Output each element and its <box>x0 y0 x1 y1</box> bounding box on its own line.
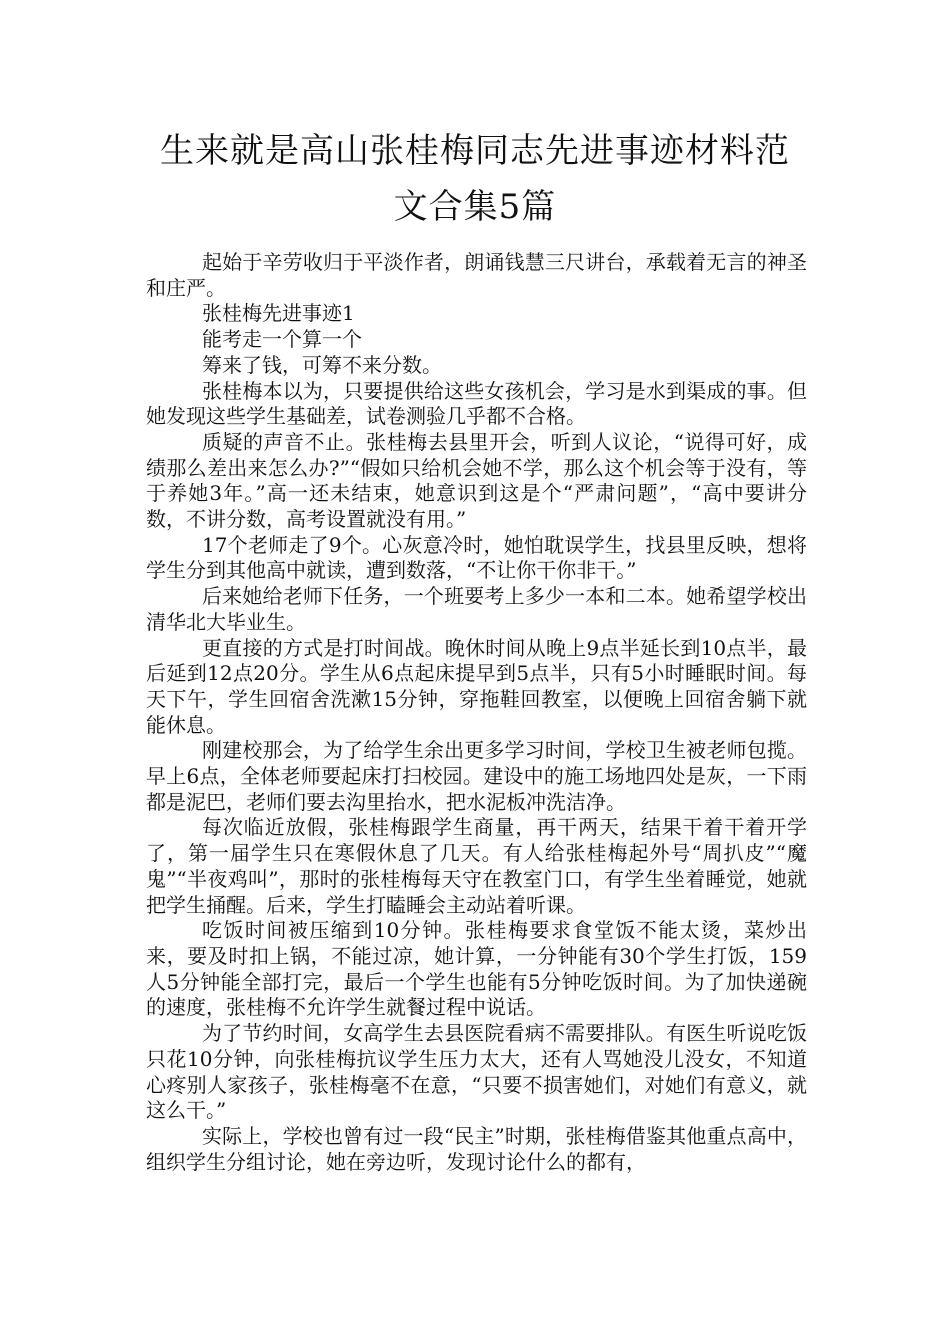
paragraph: 吃饭时间被压缩到10分钟。张桂梅要求食堂饭不能太烫，菜炒出来，要及时扣上锅，不能过凉，她计算，一分钟能有30个学生打饭，159人5分钟能全部打完，最后一个学生也能有5分钟吃饭时间。为了加快递碗的速度，张桂梅不允许学生就餐过程中说话。 <box>146 918 807 1020</box>
document-title <box>130 123 820 235</box>
paragraph: 刚建校那会，为了给学生余出更多学习时间，学校卫生被老师包揽。早上6点，全体老师要起床打扫校园。建设中的施工场地四处是灰，一下雨都是泥巴，老师们要去沟里抬水，把水泥板冲洗洁净。 <box>146 738 807 814</box>
paragraph: 17个老师走了9个。心灰意冷时，她怕耽误学生，找县里反映，想将学生分到其他高中就读，遭到数落，“不让你干你非干。” <box>146 532 807 583</box>
paragraph: 实际上，学校也曾有过一段“民主”时期，张桂梅借鉴其他重点高中，组织学生分组讨论，她在旁边听，发现讨论什么的都有， <box>146 1123 807 1174</box>
paragraph: 更直接的方式是打时间战。晚休时间从晚上9点半延长到10点半，最后延到12点20分。学生从6点起床提早到5点半，只有5小时睡眠时间。每天下午，学生回宿舍洗漱15分钟，穿拖鞋回教室，以便晚上回宿舍躺下就能休息。 <box>146 635 807 737</box>
title-line-2: 文合集5篇 <box>393 187 557 227</box>
paragraph: 质疑的声音不止。张桂梅去县里开会，听到人议论，“说得可好，成绩那么差出来怎么办?”“假如只给机会她不学，那么这个机会等于没有，等于养她3年。”高一还未结束，她意识到这是个“严肃问题”，“高中要讲分数，不讲分数，高考设置就没有用。” <box>146 429 807 532</box>
document-body <box>146 250 807 1175</box>
paragraph: 每次临近放假，张桂梅跟学生商量，再干两天，结果干着干着开学了，第一届学生只在寒假休息了几天。有人给张桂梅起外号“周扒皮”“魔鬼”“半夜鸡叫”，那时的张桂梅每天守在教室门口，有学生坐着睡觉，她就把学生捅醒。后来，学生打瞌睡会主动站着听课。 <box>146 815 807 917</box>
paragraph: 筹来了钱，可筹不来分数。 <box>202 352 442 377</box>
paragraph: 为了节约时间，女高学生去县医院看病不需要排队。有医生听说吃饭只花10分钟，向张桂梅抗议学生压力太大，还有人骂她没儿没女，不知道心疼别人家孩子，张桂梅毫不在意，“只要不损害她们，对她们有意义，就这么干。” <box>146 1021 807 1123</box>
title-line-1: 生来就是高山张桂梅同志先进事迹材料范 <box>160 131 790 171</box>
paragraph: 张桂梅先进事迹1 <box>202 301 355 326</box>
paragraph: 起始于辛劳收归于平淡作者，朗诵钱慧三尺讲台，承载着无言的神圣和庄严。 <box>146 250 807 300</box>
paragraph: 张桂梅本以为，只要提供给这些女孩机会，学习是水到渠成的事。但她发现这些学生基础差，试卷测验几乎都不合格。 <box>146 378 807 429</box>
paragraph: 能考走一个算一个 <box>202 327 362 352</box>
paragraph: 后来她给老师下任务，一个班要考上多少一本和二本。她希望学校出清华北大毕业生。 <box>146 584 807 634</box>
